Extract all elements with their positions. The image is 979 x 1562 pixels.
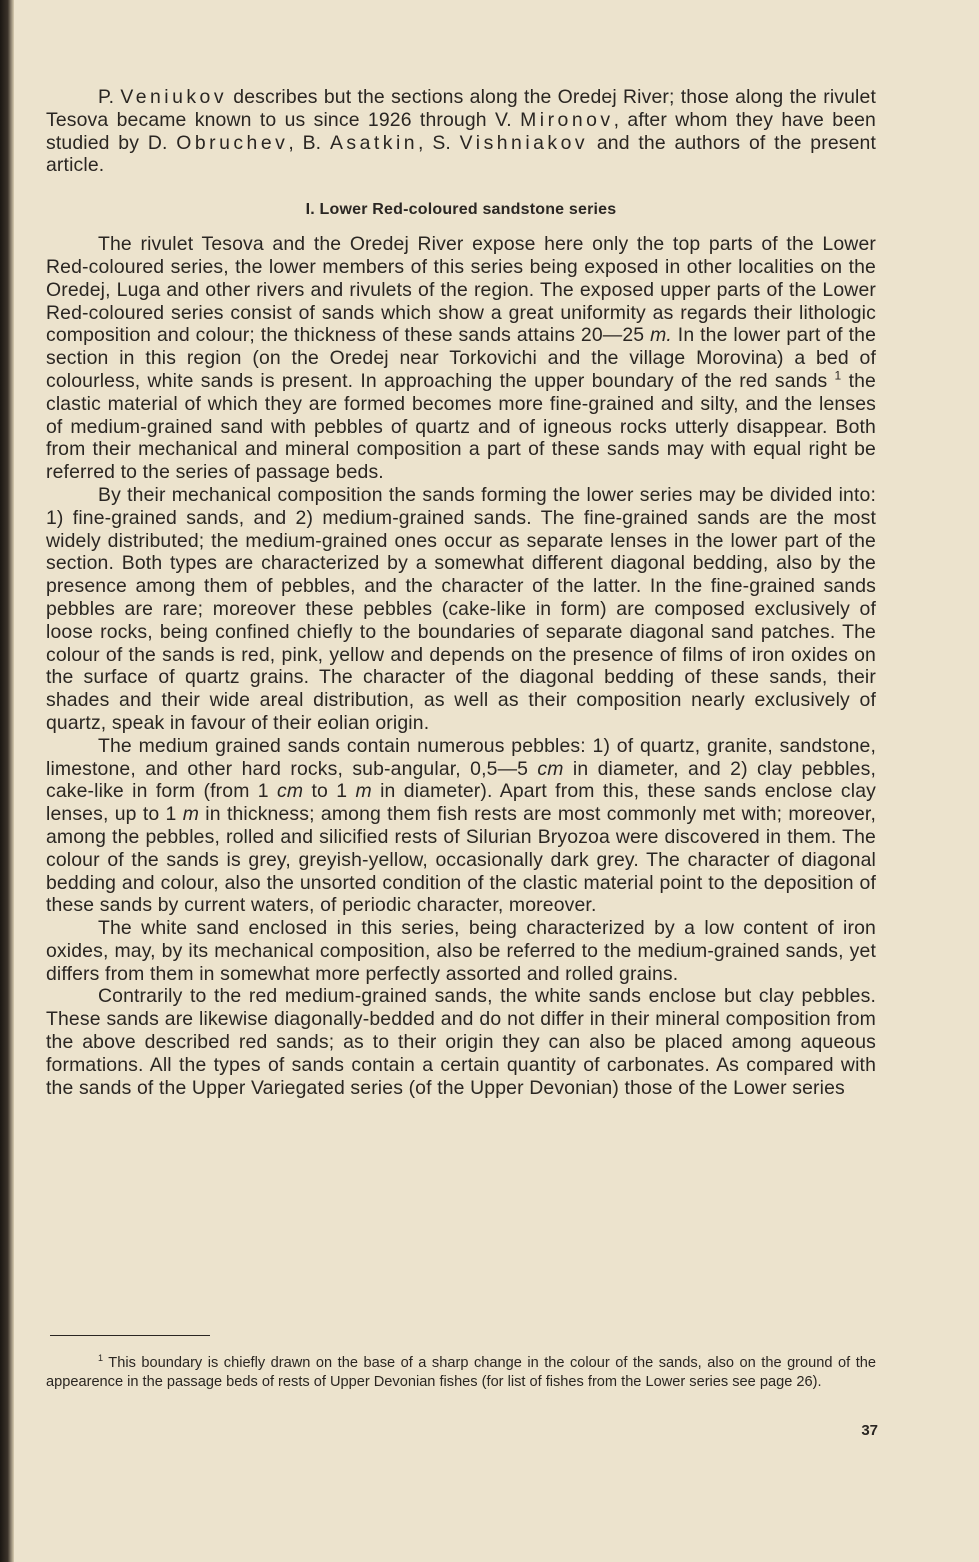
unit: m. [650,324,672,347]
page-body [46,86,876,1099]
author-name: Veniukov [120,86,228,108]
footnote: $^1$ This boundary is chiefly drawn on the base of a sharp change in the colour of the sands, also on the ground of the appearence in the passage beds of rests of Upper Devonian fishes (for list of fishes from the Lower series see page 26). [46,1353,876,1390]
unit: cm [277,780,304,803]
footnote-marker: 1 [98,1353,104,1364]
body-paragraph: Contrarily to the red medium-grained sands, the white sands enclose but clay pebbles. These sands are likewise diagonally-bedded and do not differ in their mineral composition from the above described red sands; as to their origin they can also be placed among aqueous formations. All the types of sands contain a certain quantity of carbonates. As compared with the sands of the Upper Variegated series (of the Upper Devonian) those of the Lower series [46,985,876,1099]
unit: m [355,780,372,803]
intro-paragraph: P. Veniukov describes but the sections along the Oredej River; those along the rivulet Tesova became known to us since 1926 through V. Mironov, after whom they have been studied by D. Obruchev, B. Asatkin, S. Vishniakov and the authors of the present article. [46,86,877,177]
author-name: Obruchev [176,131,289,154]
author-name: Asatkin [329,131,419,154]
page-number: 37 [861,1422,878,1439]
author-name: Mironov [520,108,614,131]
unit: cm [537,757,564,780]
author-name: Vishniakov [459,131,589,154]
body-paragraph: The white sand enclosed in this series, being characterized by a low content of iron oxides, may, by its mechanical composition, also be referred to the medium-grained sands, yet differs from them in somewhat more perfectly assorted and rolled grains. [46,917,876,985]
body-paragraph: By their mechanical composition the sands forming the lower series may be divided into: 1) fine-grained sands, and 2) medium-grained sands. The fine-grained sands are the most widely distributed; the medium-grained ones occur as separate lenses in the lower part of the section. Both types are characterized by a somewhat different diagonal bedding, also by the presence among them of pebbles, and the character of the latter. In the fine-grained sands pebbles are rare; moreover these pebbles (cake-like in form) are composed exclusively of loose rocks, being confined chiefly to the boundaries of separate diagonal sand patches. The colour of the sands is red, pink, yellow and depends on the presence of films of iron oxides on the surface of quartz grains. The character of the diagonal bedding of these sands, their shades and their wide areal distribution, as well as their composition nearly exclusively of quartz, speak in favour of their eolian origin. [46,483,876,734]
book-spine-shadow [0,0,14,1562]
footnote-reference: 1 [834,368,842,383]
footnote-divider [50,1335,210,1336]
body-paragraph: The medium grained sands contain numerous pebbles: 1) of quartz, granite, sandstone, limestone, and other hard rocks, sub-angular, 0,5—5 cm in diameter, and 2) clay pebbles, cake-like in form (from 1 cm to 1 m in diameter). Apart from this, these sands enclose clay lenses, up to 1 m in thickness; among them fish rests are most commonly met with; moreover, among the pebbles, rolled and silicified rests of Silurian Bryozoa were discovered in them. The colour of the sands is grey, greyish-yellow, occasionally dark grey. The character of diagonal bedding and colour, also the unsorted condition of the clastic material point to the deposition of these sands by current waters, of periodic character, moreover. [46,734,876,917]
unit: m [182,803,200,826]
body-paragraph: The rivulet Tesova and the Oredej River expose here only the top parts of the Lower Red-coloured series, the lower members of this series being exposed in other localities on the Oredej, Luga and other rivers and rivulets of the region. The exposed upper parts of the Lower Red-coloured series consist of sands which show a great uniformity as regards their lithologic composition and colour; the thickness of these sands attains 20—25 m. In the lower part of the section in this region (on the Oredej near Torkovichi and the village Morovina) a bed of colourless, white sands is present. In approaching the upper boundary of the red sands $^1$ the clastic material of which they are formed becomes more fine-grained and silty, and the lenses of medium-grained sand with pebbles of quartz and of igneous rocks utterly disappear. Both from their mechanical and mineral composition a part of these sands may with equal right be referred to the series of passage beds. [46,233,876,484]
section-heading: I. Lower Red-coloured sandstone series [305,201,617,219]
